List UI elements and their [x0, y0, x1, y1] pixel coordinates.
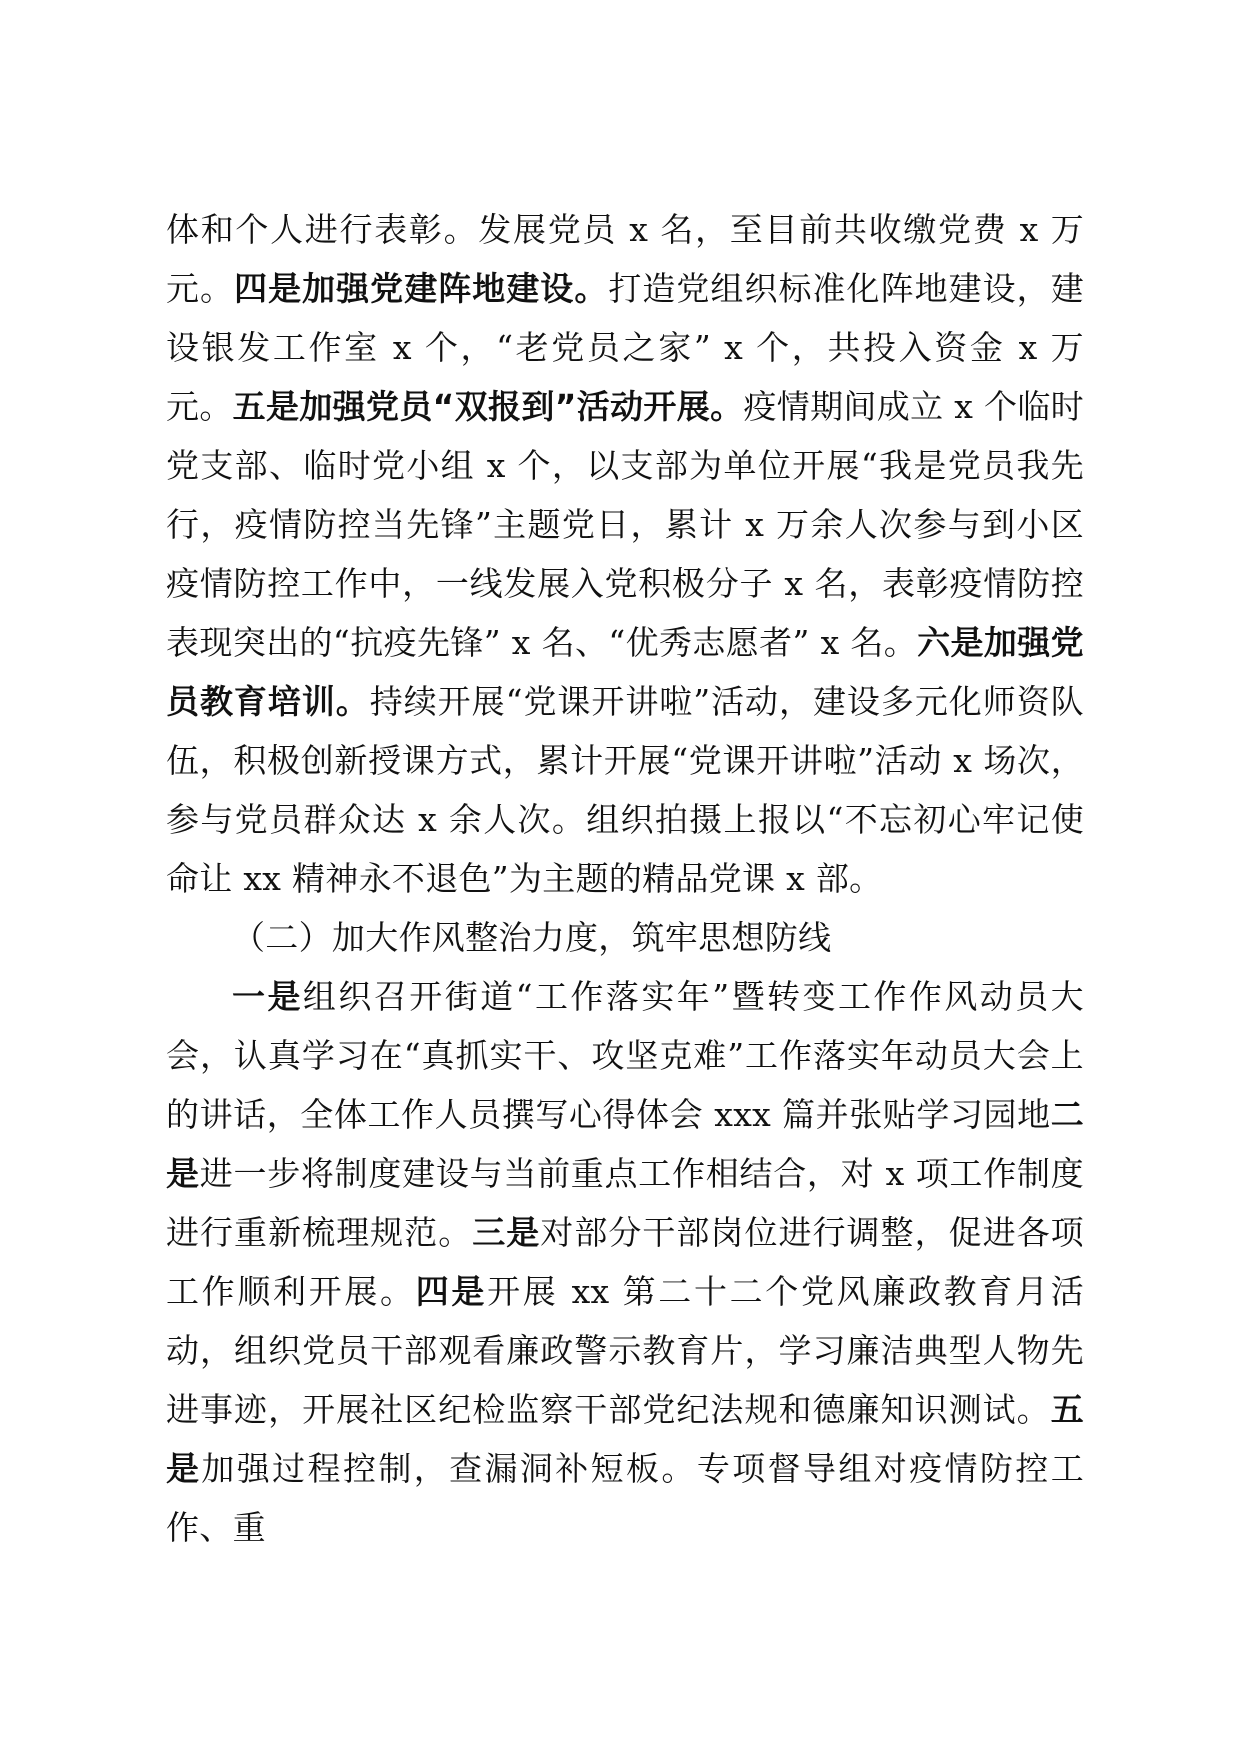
text-run: 疫情期间成立 x 个临时党支部、临时党小组 x 个，以支部为单位开展“我是党员我先行，疫情防控当先锋”主题党日，累计 x 万余人次参与到小区疫情防控工作中，一线发展入党积极分子 x 名，表彰疫情防控表现突出的“抗疫先锋” x 名、“优秀志愿者” x 名。 — [166, 387, 1084, 662]
document-page — [166, 200, 1084, 1557]
text-run: 体和个人进行表彰。发展党员 x 名，至目前共收缴党费 x 万元。 — [166, 210, 1084, 308]
paragraph-party-building — [166, 200, 1084, 908]
text-run: 进一步将制度建设与当前重点工作相结合，对 x 项工作制度进行重新梳理规范。 — [166, 1154, 1084, 1252]
section-heading-text: （二）加大作风整治力度，筑牢思想防线 — [232, 918, 832, 957]
text-run: 对部分干部岗位进行调整，促进各项工作顺利开展。 — [166, 1213, 1084, 1311]
text-run: 组织召开街道“工作落实年”暨转变工作作风动员大会，认真学习在“真抓实干、攻坚克难”工作落实年动员大会上的讲话，全体工作人员撰写心得体会 xxx 篇并张贴学习园地 — [166, 977, 1084, 1134]
bold-heading-run: 三是 — [472, 1213, 541, 1252]
bold-heading-run: 一是 — [232, 977, 303, 1016]
section-heading — [166, 908, 1084, 967]
bold-heading-run: 四是加强党建阵地建设。 — [234, 269, 609, 308]
bold-heading-run: 六是加强党员教育培训。 — [166, 623, 1084, 721]
bold-heading-run: 五是加强党员“双报到”活动开展。 — [232, 387, 744, 426]
bold-heading-run: 四是 — [415, 1272, 488, 1311]
paragraph-work-style — [166, 967, 1084, 1557]
bold-heading-run: 五是 — [166, 1390, 1084, 1488]
text-run: 持续开展“党课开讲啦”活动，建设多元化师资队伍，积极创新授课方式，累计开展“党课开讲啦”活动 x 场次，参与党员群众达 x 余人次。组织拍摄上报以“不忘初心牢记使命让 xx 精神永不退色”为主题的精品党课 x 部。 — [166, 682, 1084, 898]
bold-heading-run: 二是 — [166, 1095, 1084, 1193]
text-run: 加强过程控制，查漏洞补短板。专项督导组对疫情防控工作、重 — [166, 1449, 1084, 1547]
text-run: 打造党组织标准化阵地建设，建设银发工作室 x 个，“老党员之家” x 个，共投入资金 x 万元。 — [166, 269, 1084, 426]
text-run: 开展 xx 第二十二个党风廉政教育月活动，组织党员干部观看廉政警示教育片，学习廉洁典型人物先进事迹，开展社区纪检监察干部党纪法规和德廉知识测试。 — [166, 1272, 1084, 1429]
